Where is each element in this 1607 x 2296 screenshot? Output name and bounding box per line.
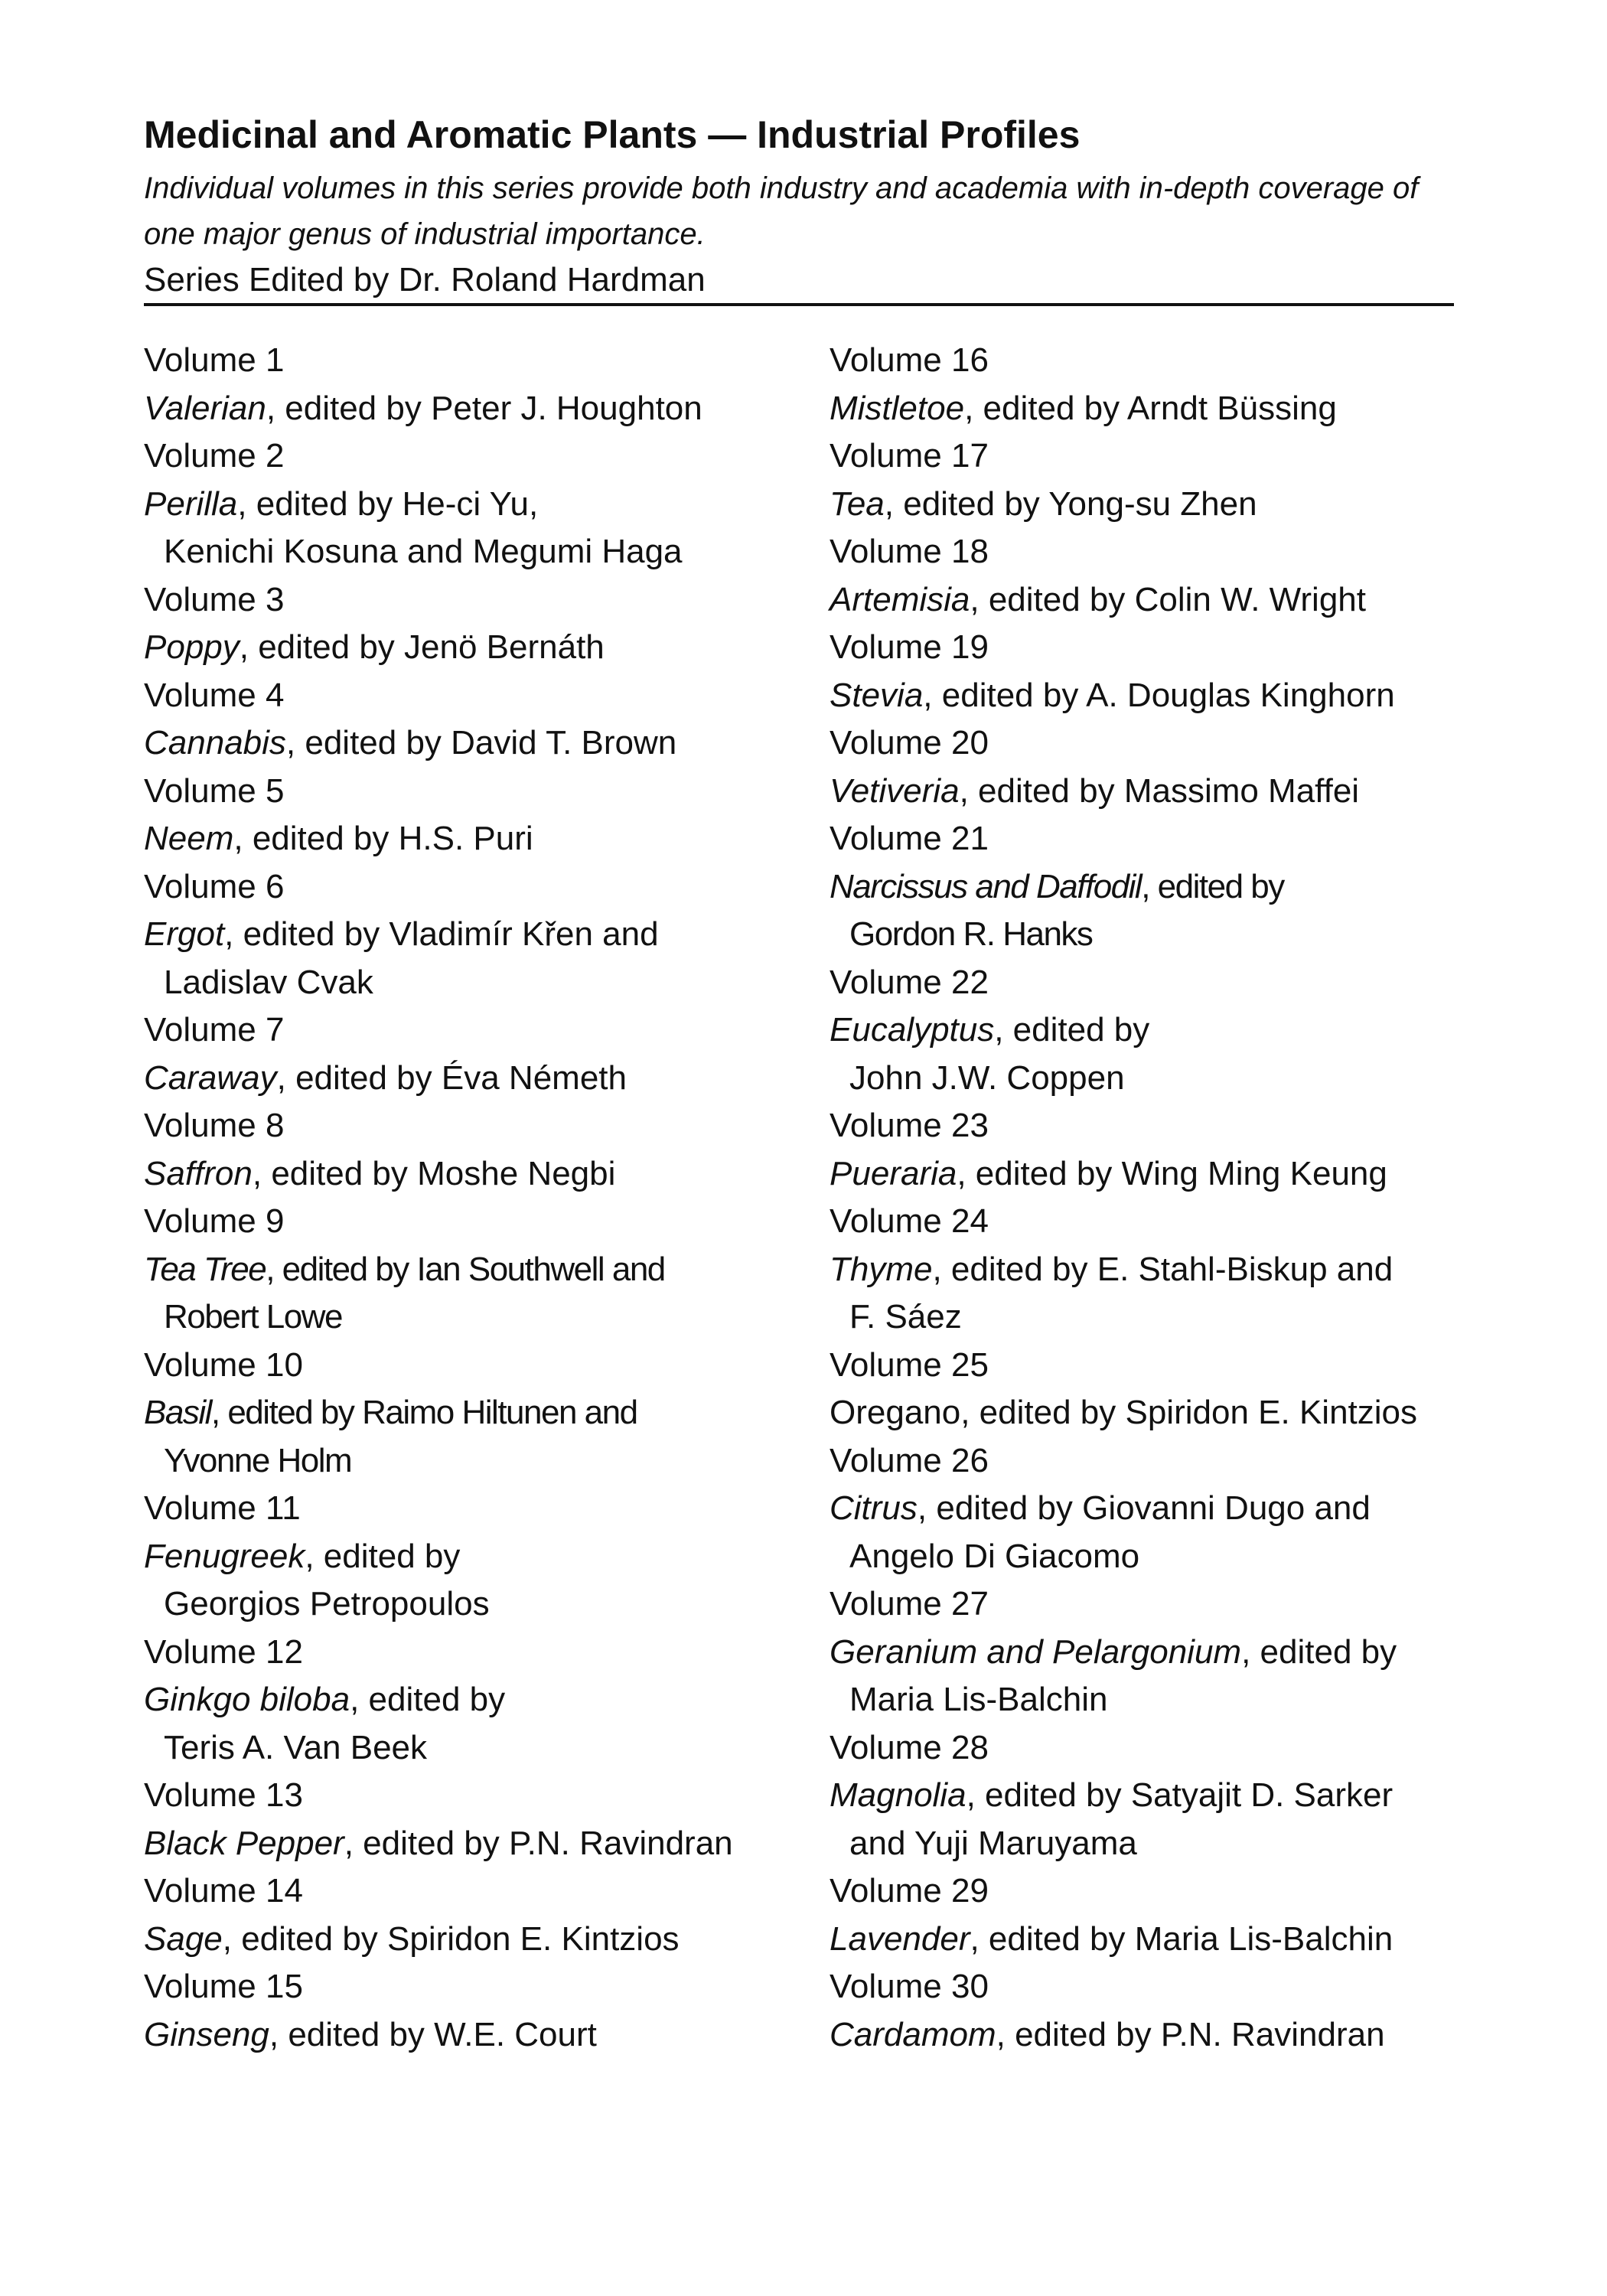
- volume-genus: Basil: [144, 1394, 211, 1431]
- volume-editors: , edited by: [305, 1537, 461, 1575]
- volume-entry: [830, 959, 1472, 1103]
- volume-label: Volume 24: [830, 1202, 989, 1240]
- volume-editors-continued: John J.W. Coppen: [849, 1058, 1125, 1097]
- volume-genus: Ginseng: [144, 2015, 269, 2053]
- volume-genus: Cannabis: [144, 724, 286, 762]
- volume-title-line: [144, 815, 802, 863]
- volume-genus: Valerian: [144, 389, 266, 427]
- volume-label: Volume 27: [830, 1585, 989, 1623]
- volume-label: Volume 10: [144, 1345, 303, 1384]
- volume-editors: , edited by Spiridon E. Kintzios: [960, 1394, 1418, 1431]
- volume-title-line: [144, 1916, 802, 1964]
- volume-entry: [830, 1198, 1472, 1342]
- volume-label: Volume 23: [830, 1107, 989, 1144]
- volume-genus: Magnolia: [830, 1776, 966, 1814]
- volume-editors: , edited by Spiridon E. Kintzios: [222, 1919, 680, 1958]
- volume-editors: , edited by H.S. Puri: [233, 820, 533, 857]
- volume-editors: , edited by P.N. Ravindran: [996, 2015, 1385, 2053]
- volume-entry: [144, 1342, 802, 1486]
- volume-label: Volume 9: [144, 1202, 285, 1240]
- volume-title-line: [144, 1820, 802, 1868]
- volume-title-line: [144, 481, 802, 529]
- volume-title-line: [830, 1485, 1472, 1533]
- volume-title-line: [830, 576, 1472, 625]
- volume-editors: , edited by: [350, 1681, 506, 1718]
- volume-label: Volume 30: [830, 1968, 989, 2005]
- volume-editors: , edited by Ian Southwell and: [266, 1250, 665, 1288]
- volume-title-line: [144, 719, 802, 768]
- volume-entry: [144, 1867, 802, 1963]
- volume-entry: [830, 1102, 1472, 1198]
- volume-label: Volume 1: [144, 341, 285, 379]
- volume-editors: , edited by Satyajit D. Sarker: [966, 1776, 1393, 1814]
- volume-editors: , edited by Wing Ming Keung: [957, 1154, 1387, 1192]
- volume-genus: Tea: [830, 484, 885, 523]
- volume-entry: [830, 1724, 1472, 1868]
- volume-genus: Saffron: [144, 1154, 253, 1192]
- volume-editors: , edited by P.N. Ravindran: [344, 1824, 733, 1862]
- volume-genus: Narcissus and Daffodil: [830, 867, 1142, 905]
- volume-entry: [830, 1437, 1472, 1581]
- volume-label: Volume 13: [144, 1776, 303, 1814]
- volume-editors: , edited by Jenö Bernáth: [239, 628, 605, 666]
- volume-editors-continued: Georgios Petropoulos: [164, 1585, 490, 1623]
- volume-entry: [144, 1963, 802, 2059]
- volume-genus: Eucalyptus: [830, 1011, 995, 1049]
- volume-label: Volume 16: [830, 341, 989, 379]
- volume-editors-continued: Robert Lowe: [164, 1298, 342, 1336]
- volume-editors: , edited by David T. Brown: [285, 724, 677, 762]
- header-divider: [144, 303, 1454, 306]
- volume-editors-continued: Kenichi Kosuna and Megumi Haga: [164, 533, 683, 570]
- volume-title-line: [144, 1055, 802, 1103]
- volume-label: Volume 8: [144, 1107, 285, 1144]
- series-title: Medicinal and Aromatic Plants — Industrial Profiles: [144, 113, 1081, 156]
- volume-genus: Vetiveria: [830, 771, 960, 810]
- volume-editors-continued: and Yuji Maruyama: [849, 1824, 1137, 1862]
- volume-title-line: [830, 863, 1472, 912]
- volume-genus: Sage: [144, 1919, 223, 1958]
- volume-entry: [144, 863, 802, 1007]
- volume-genus: Cardamom: [830, 2015, 996, 2053]
- volume-editors: , edited by Arndt Büssing: [964, 389, 1337, 427]
- volume-title-line: [830, 1246, 1472, 1294]
- volume-editors: , edited by Moshe Negbi: [252, 1154, 616, 1192]
- volume-title-line: [144, 1676, 802, 1724]
- volume-editors: , edited by Maria Lis-Balchin: [970, 1919, 1393, 1958]
- volume-entry: [144, 1485, 802, 1629]
- volume-editors: , edited by Giovanni Dugo and: [917, 1489, 1371, 1527]
- volume-label: Volume 14: [144, 1872, 303, 1910]
- volume-label: Volume 7: [144, 1011, 285, 1049]
- volume-editors: , edited by Raimo Hiltunen and: [210, 1394, 637, 1431]
- volume-genus: Artemisia: [830, 580, 970, 618]
- volume-genus: Caraway: [144, 1058, 277, 1097]
- volume-title-line: [830, 2011, 1472, 2060]
- volume-editors-continued: Angelo Di Giacomo: [849, 1537, 1140, 1575]
- volume-title-line: [144, 911, 802, 959]
- volume-title-line: [830, 768, 1472, 816]
- volume-entry: [830, 528, 1472, 624]
- volume-entry: [830, 337, 1472, 432]
- volume-genus: Citrus: [830, 1489, 918, 1527]
- volume-label: Volume 20: [830, 724, 989, 762]
- volume-editors: , edited by: [1141, 867, 1284, 905]
- volume-title-line: [830, 1006, 1472, 1055]
- volume-label: Volume 2: [144, 437, 285, 475]
- volume-label: Volume 26: [830, 1441, 989, 1479]
- volume-title-line: [830, 1150, 1472, 1199]
- volume-entry: [830, 1580, 1472, 1724]
- volume-editors-continued: Yvonne Holm: [164, 1441, 352, 1479]
- volume-entry: [830, 1342, 1472, 1437]
- volume-genus: Oregano: [830, 1394, 961, 1431]
- volume-label: Volume 29: [830, 1872, 989, 1910]
- volume-entry: [830, 624, 1472, 719]
- volume-genus: Stevia: [830, 676, 924, 714]
- volume-entry: [830, 1963, 1472, 2059]
- volume-label: Volume 15: [144, 1968, 303, 2005]
- volume-genus: Pueraria: [830, 1154, 957, 1192]
- volume-entry: [144, 1772, 802, 1867]
- volume-editors-continued: F. Sáez: [849, 1298, 962, 1336]
- volume-genus: Poppy: [144, 628, 240, 666]
- volume-entry: [830, 719, 1472, 815]
- volume-editors: , edited by A. Douglas Kinghorn: [923, 676, 1395, 714]
- volume-genus: Fenugreek: [144, 1537, 305, 1575]
- volume-label: Volume 11: [144, 1489, 301, 1527]
- volume-entry: [144, 576, 802, 672]
- volume-genus: Black Pepper: [144, 1824, 344, 1862]
- volume-entry: [830, 815, 1472, 959]
- volume-editors: , edited by Massimo Maffei: [959, 771, 1360, 810]
- series-editor: Series Edited by Dr. Roland Hardman: [144, 261, 706, 298]
- series-description: Individual volumes in this series provide both industry and academia with in-depth coverage of one major genus of industrial importance.: [144, 171, 1419, 251]
- volume-entry: [830, 1867, 1472, 1963]
- volume-title-line: [830, 385, 1472, 433]
- volume-genus: Ergot: [144, 915, 225, 953]
- volume-label: Volume 4: [144, 676, 285, 714]
- volume-editors: , edited by: [1241, 1632, 1397, 1671]
- volume-title-line: [144, 624, 802, 672]
- volume-genus: Mistletoe: [830, 389, 965, 427]
- volume-editors: , edited by Peter J. Houghton: [266, 389, 702, 427]
- series-header: [144, 106, 1460, 303]
- volume-entry: [830, 432, 1472, 528]
- volume-editors: , edited by Vladimír Křen and: [224, 915, 659, 953]
- volume-editors: , edited by Éva Németh: [276, 1058, 627, 1097]
- volume-genus: Thyme: [830, 1250, 933, 1288]
- volume-label: Volume 17: [830, 437, 989, 475]
- volume-label: Volume 5: [144, 771, 285, 810]
- volume-label: Volume 19: [830, 628, 989, 666]
- volume-title-line: [830, 1916, 1472, 1964]
- volume-genus: Lavender: [830, 1919, 970, 1958]
- volume-genus: Tea Tree: [144, 1250, 266, 1288]
- volume-label: Volume 18: [830, 533, 989, 570]
- volume-title-line: [144, 1389, 802, 1437]
- volume-title-line: [144, 1533, 802, 1581]
- volume-label: Volume 28: [830, 1728, 989, 1766]
- volume-label: Volume 25: [830, 1345, 989, 1384]
- volume-editors-continued: Ladislav Cvak: [164, 963, 373, 1001]
- volume-label: Volume 6: [144, 867, 285, 905]
- volume-entry: [144, 1102, 802, 1198]
- volume-entry: [144, 1629, 802, 1773]
- volume-title-line: [144, 1246, 802, 1294]
- volume-title-line: [830, 672, 1472, 720]
- volume-editors: , edited by: [994, 1011, 1150, 1049]
- volume-entry: [144, 672, 802, 768]
- volume-editors: , edited by He-ci Yu,: [237, 484, 539, 523]
- volume-entry: [144, 768, 802, 863]
- volume-label: Volume 12: [144, 1632, 303, 1671]
- volume-editors-continued: Maria Lis-Balchin: [849, 1681, 1108, 1718]
- volume-genus: Neem: [144, 820, 234, 857]
- volume-title-line: [830, 1629, 1472, 1677]
- volume-editors-continued: Gordon R. Hanks: [849, 915, 1093, 953]
- volume-label: Volume 21: [830, 820, 989, 857]
- volume-entry: [144, 337, 802, 432]
- volume-genus: Perilla: [144, 484, 238, 523]
- volume-title-line: [144, 385, 802, 433]
- volume-label: Volume 3: [144, 580, 285, 618]
- volume-list-left-column: [144, 337, 802, 2059]
- volume-editors-continued: Teris A. Van Beek: [164, 1728, 428, 1766]
- volume-title-line: [830, 1772, 1472, 1820]
- volume-entry: [144, 1006, 802, 1102]
- volume-title-line: [830, 1389, 1472, 1437]
- volume-title-line: [144, 1150, 802, 1199]
- volume-title-line: [830, 481, 1472, 529]
- volume-entry: [144, 1198, 802, 1342]
- volume-editors: , edited by W.E. Court: [269, 2015, 597, 2053]
- volume-label: Volume 22: [830, 963, 989, 1001]
- volume-editors: , edited by Yong-su Zhen: [884, 484, 1257, 523]
- volume-list-right-column: [830, 337, 1472, 2059]
- volume-genus: Ginkgo biloba: [144, 1681, 350, 1718]
- volume-editors: , edited by E. Stahl-Biskup and: [932, 1250, 1393, 1288]
- volume-editors: , edited by Colin W. Wright: [970, 580, 1366, 618]
- volume-entry: [144, 432, 802, 576]
- volume-genus: Geranium and Pelargonium: [830, 1632, 1242, 1671]
- volume-title-line: [144, 2011, 802, 2060]
